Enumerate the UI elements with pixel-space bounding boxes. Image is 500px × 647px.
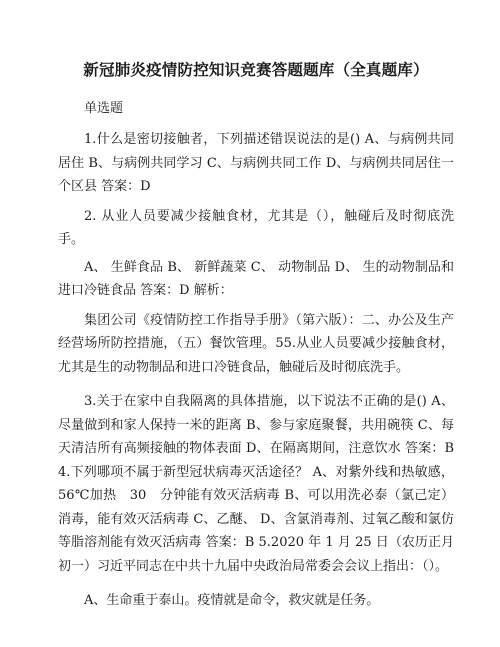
question-2-options: A、 生鲜食品 B、 新鲜蔬菜 C、 动物制品 D、 生的动物制品和进口冷链食品 答案：D 解析： <box>58 259 454 298</box>
question-1: 1.什么是密切接触者，下列描述错误说法的是() A、与病例共同居住 B、与病例共同学习 C、与病例共同工作 D、与病例共同居住一个区县 答案：D <box>58 132 454 194</box>
document-title: 新冠肺炎疫情防控知识竞赛答题题库（全真题库） <box>83 60 429 79</box>
questions-3-to-5: 3.关于在家中自我隔离的具体措施，以下说法不正确的是() A、尽量做到和家人保持一米的距离 B、参与家庭聚餐，共用碗筷 C、每天清洁所有高频接触的物体表面 D、在隔离期间，注意饮水 答案：B 4.下列哪项不属于新型冠状病毒灭活途径？ A、对紫外线和热敏感，56℃加热 30 分钟能有效灭活病毒 B、可以用洗必泰（氯己定）消毒，能有效灭活病毒 C、乙醚、 D、含氯消毒剂、过氧乙酸和氯仿等脂溶剂能有效灭活病毒 答案：B 5.2020 年 1 月 25 日（农历正月初一）习近平同志在中共十九届中央政治局常委会会议上指出：（）。 <box>58 394 454 574</box>
question-2: 2. 从业人员要减少接触食材，尤其是（），触碰后及时彻底洗手。 <box>58 208 454 247</box>
question-5-option-a: A、生命重于泰山。疫情就是命令，救灾就是任务。 <box>84 593 380 608</box>
section-label: 单选题 <box>84 101 124 116</box>
question-2-explanation: 集团公司《疫情防控工作指导手册》（第六版）：二、办公及生产经营场所防控措施，（五）餐饮管理。55.从业人员要减少接触食材，尤其是生的动物制品和进口冷链食品，触碰后及时彻底洗手。 <box>58 312 454 375</box>
